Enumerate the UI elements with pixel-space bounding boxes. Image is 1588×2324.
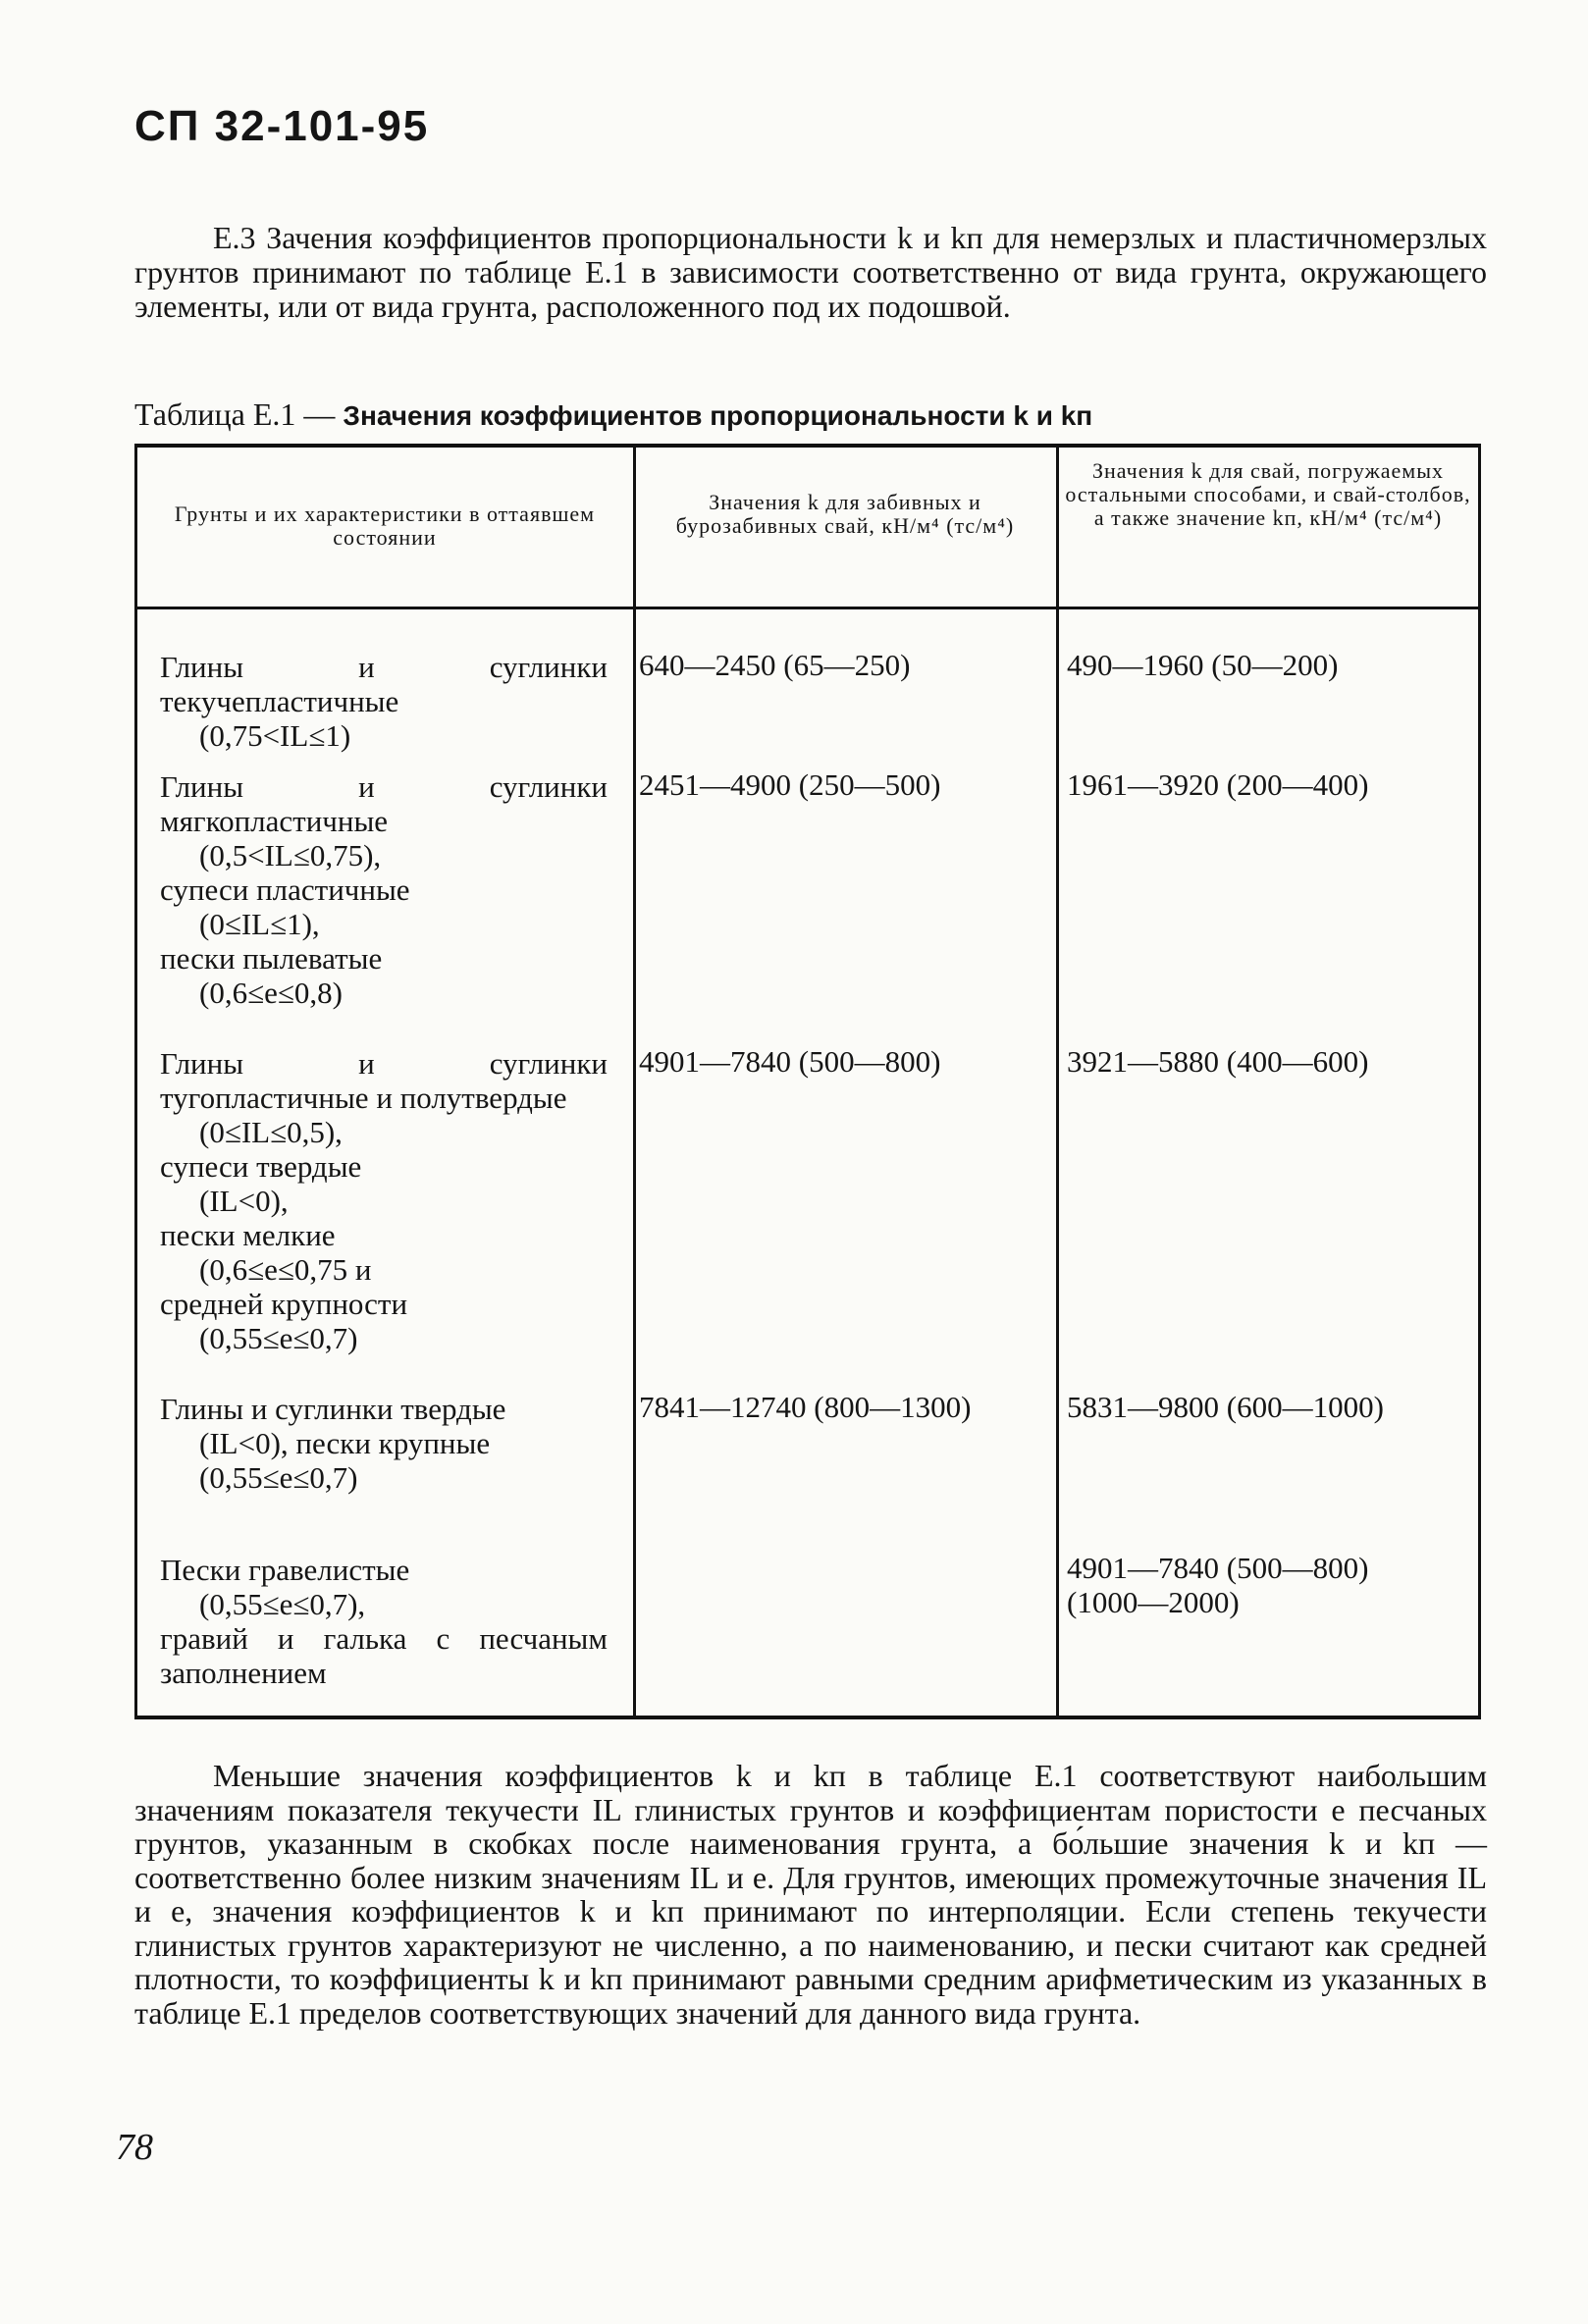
table-row	[160, 650, 608, 753]
soil-param: (0≤IL≤0,5),	[199, 1115, 343, 1149]
soil-name: Пески гравелистые	[160, 1553, 410, 1587]
table-right-border	[1478, 444, 1481, 1719]
table-header-soil: Грунты и их характеристики в оттаявшем состоянии	[174, 502, 596, 550]
table-header-k-driven: Значения k для забивных и бурозабивных свай, кН/м⁴ (тс/м⁴)	[675, 490, 1015, 538]
soil-param: (0,55≤e≤0,7)	[199, 1321, 358, 1355]
table-row	[160, 1553, 608, 1690]
k-other-line: 3921—5880 (400—600)	[1067, 1044, 1369, 1079]
table-row	[160, 769, 608, 1010]
soil-name: супеси пластичные	[160, 872, 410, 907]
soil-name: пески пылеватые	[160, 941, 383, 976]
k-driven-value: 7841—12740 (800—1300)	[639, 1390, 972, 1424]
soil-param: (IL<0),	[199, 1184, 289, 1218]
table-top-rule	[134, 444, 1481, 448]
soil-name: Глины и суглинки твердые	[160, 1392, 506, 1426]
k-driven-value: 640—2450 (65—250)	[639, 648, 911, 682]
soil-param: (0,55≤e≤0,7),	[199, 1587, 366, 1621]
k-other-line: (1000—2000)	[1067, 1585, 1240, 1619]
k-other-line: 490—1960 (50—200)	[1067, 648, 1339, 682]
k-other-line: 5831—9800 (600—1000)	[1067, 1390, 1384, 1424]
paragraph-notes: Меньшие значения коэффициентов k и kп в таблице Е.1 соответствуют наибольшим значениям показателя текучести IL глинистых грунтов и коэффициентам пористости e песчаных грунтов, указанным в скобках после наименования грунта, а бо́льшие значения k и kп — соответственно более низким значениям IL и e. Для грунтов, имеющих промежуточные значения IL и e, значения коэффициентов k и kп принимают по интерполяции. Если степень текучести глинистых грунтов характеризуют не численно, а по наименованию, и пески считают как средней плотности, то коэффициенты k и kп принимают равными средним арифметическим из указанных в таблице Е.1 пределов соответствующих значений для данного вида грунта.	[134, 1758, 1487, 2031]
k-driven-value: 2451—4900 (250—500)	[639, 767, 941, 802]
page-number: 78	[116, 2127, 153, 2168]
table-col-divider-1	[633, 444, 636, 1719]
k-other-value	[1067, 767, 1479, 802]
soil-param: (IL<0), пески крупные	[199, 1426, 491, 1460]
table-caption-prefix: Таблица Е.1 —	[134, 396, 344, 432]
soil-param: (0,6≤e≤0,8)	[199, 976, 343, 1010]
soil-name: пески мелкие	[160, 1218, 336, 1252]
table-e1	[134, 444, 1483, 1733]
table-caption-title: Значения коэффициентов пропорциональности k и kп	[343, 400, 1093, 431]
k-other-value	[1067, 1390, 1479, 1424]
k-other-value	[1067, 1551, 1479, 1619]
soil-param: (0,6≤e≤0,75 и	[199, 1252, 372, 1287]
soil-name: Глины и суглинки мягкопластичные	[160, 769, 608, 838]
table-row	[160, 1392, 608, 1495]
table-row	[160, 1046, 608, 1355]
table-header-k-other: Значения k для свай, погружаемых остальными способами, и свай-столбов, а также значение kп, кН/м⁴ (тс/м⁴)	[1065, 458, 1471, 530]
k-other-value	[1067, 1044, 1479, 1079]
soil-param: (0,75<IL≤1)	[199, 718, 351, 753]
soil-param: (0,55≤e≤0,7)	[199, 1460, 358, 1495]
soil-name: средней крупности	[160, 1287, 408, 1321]
soil-name: супеси твердые	[160, 1149, 362, 1184]
table-col-divider-2	[1056, 444, 1059, 1719]
k-other-line: 1961—3920 (200—400)	[1067, 767, 1369, 802]
paragraph-e3: Е.3 Зачения коэффициентов пропорциональности k и kп для немерзлых и пластичномерзлых грунтов принимают по таблице Е.1 в зависимости соответственно от вида грунта, окружающего элементы, или от вида грунта, расположенного под их подошвой.	[134, 220, 1487, 324]
soil-name: гравий и галька с песчаным заполнением	[160, 1621, 608, 1690]
table-left-border	[134, 444, 137, 1719]
table-header-rule	[134, 607, 1481, 609]
table-bottom-rule	[134, 1716, 1481, 1719]
document-code: СП 32-101-95	[134, 102, 430, 150]
k-driven-value: 4901—7840 (500—800)	[639, 1044, 941, 1079]
soil-param: (0≤IL≤1),	[199, 907, 320, 941]
soil-param: (0,5<IL≤0,75),	[199, 838, 382, 872]
soil-name: Глины и суглинки текучепластичные	[160, 650, 608, 718]
table-caption	[134, 396, 1092, 433]
k-other-line: 4901—7840 (500—800)	[1067, 1551, 1369, 1585]
k-other-value	[1067, 648, 1479, 682]
soil-name: Глины и суглинки тугопластичные и полутвердые	[160, 1046, 608, 1115]
